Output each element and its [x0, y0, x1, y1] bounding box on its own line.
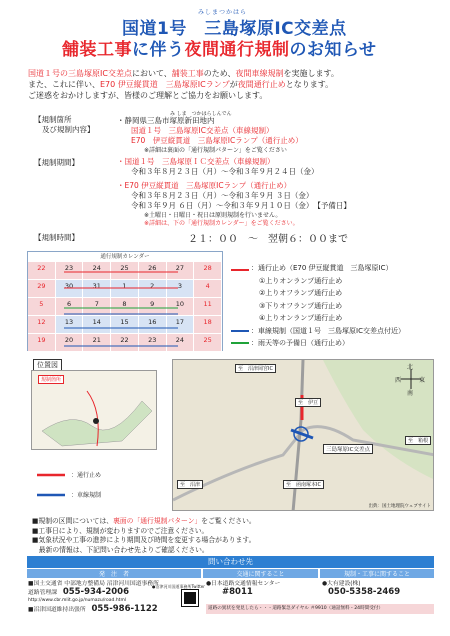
calendar-day: 20 — [56, 334, 84, 352]
calendar-day: 4 — [194, 280, 222, 298]
qr-code-icon — [182, 590, 198, 606]
subtitle-work: 舗装工事 — [62, 40, 132, 60]
location-label-1: 【規制箇所 — [34, 115, 72, 124]
calendar-day: 5 — [28, 298, 56, 316]
calendar-day: 18 — [194, 316, 222, 334]
restriction-calendar — [27, 251, 223, 351]
note-4: 最新の情報は、下記問い合わせ先よりご確認ください。 — [32, 545, 209, 554]
map-key-swatches — [35, 471, 71, 499]
location-item-1: 国道１号 三島塚原IC交差点（車線規制） — [131, 126, 274, 135]
legend-ramp-2: ②上りオフランプ通行止め — [259, 289, 343, 297]
contact-url: http://www.cbr.mlit.go.jp/numazu/road.html — [28, 598, 127, 603]
title-place: 三島塚原IC交差点 — [204, 19, 347, 39]
calendar-title: 通行規制カレンダー — [100, 254, 150, 260]
compass-east: 東 — [419, 377, 426, 384]
legend-ramp-4: ④上りオンランプ通行止め — [259, 314, 343, 322]
emergency-banner: 道路の異状を発見したら・・・道路緊急ダイヤル ＃9910（通話無料・24時間受付） — [206, 604, 434, 614]
location-item-2: E70 伊豆縦貫道 三島塚原ICランプ（通行止め） — [131, 136, 303, 145]
contact-phone-2: 055-986-1122 — [91, 604, 158, 614]
calendar-day: 2 — [139, 280, 167, 298]
calendar-day: 3 — [167, 280, 195, 298]
location-ruby: み しま つかはらしんでん — [170, 111, 232, 117]
calendar-overlay — [28, 262, 224, 352]
map-key-lane: ：車線規制 — [71, 492, 102, 499]
legend-lane: ：車線規制（国道１号 三島塚原IC交差点付近） — [251, 326, 405, 335]
footer-col3 — [322, 580, 400, 596]
footer-col1-head: 発 注 者 — [27, 569, 201, 578]
period-note-1: ※土曜日・日曜日・祝日は原則規制を行いません。 — [144, 212, 282, 219]
calendar-day: 23 — [139, 334, 167, 352]
map-tag-junction: 三島塚原IC交差点 — [323, 444, 373, 454]
contact-jartic-number: #8011 — [222, 587, 253, 597]
detail-map — [172, 359, 434, 511]
intro-line-3: ご迷惑をおかけしますが、皆様のご理解とご協力をお願いします。 — [28, 91, 268, 100]
intro-paragraph — [28, 68, 339, 101]
footer-col3-head: 規制・工事に関すること — [320, 569, 434, 578]
calendar-day: 8 — [111, 298, 139, 316]
period-a-title: ・国道１号 三島塚原ＩＣ交差点（車線規制） — [117, 157, 275, 166]
calendar-day: 15 — [111, 316, 139, 334]
location-label-2: 及び規制内容】 — [42, 125, 95, 134]
calendar-day: 10 — [167, 298, 195, 316]
note-3: ■気象状況や工事の進捗により期間及び時間を変更する場合があります。 — [32, 536, 256, 544]
legend-swatches — [229, 266, 251, 356]
compass-west: 西 — [395, 377, 402, 384]
intro-line-2: また、これに伴い、E70 伊豆縦貫道 三島塚原ICランプが夜間通行止めとなります。 — [28, 80, 334, 89]
calendar-day: 29 — [28, 280, 56, 298]
locator-title: 位置図 — [33, 359, 62, 371]
calendar-day: 12 — [28, 316, 56, 334]
note-2: ■工事日により、規制が変わりますのでご注意ください。 — [32, 526, 209, 535]
legend-ramp-1: ①上りオンランプ通行止め — [259, 276, 343, 285]
calendar-day: 11 — [194, 298, 222, 316]
period-a-dates: 令和３年８月２３日（月）～令和３年９月２４日（金） — [131, 167, 319, 176]
map-tag-izu: 至 伊豆 — [295, 398, 321, 407]
period-b-dates-1: 令和３年８月２３日（月）～令和３年９月 ３日（金） — [131, 191, 314, 200]
period-note-2: ※詳細は、下の「通行規制カレンダー」をご覧ください。 — [144, 220, 299, 227]
period-b-title: ・E70 伊豆縦貫道 三島塚原ICランプ（通行止め） — [117, 181, 292, 190]
calendar-day: 25 — [111, 262, 139, 280]
calendar-day: 21 — [83, 334, 111, 352]
calendar-day: 24 — [83, 262, 111, 280]
calendar-day: 25 — [194, 334, 222, 352]
notes — [32, 517, 256, 555]
calendar-day: 27 — [167, 262, 195, 280]
map-tag-kannami: 至 函南塚本IC — [283, 480, 324, 489]
contact-ministry: ■国土交通省 中部地方整備局 沼津河川国道事務所 — [28, 581, 159, 587]
footer-twitter: ●沼津河川国道事務所Twitter — [152, 584, 205, 589]
calendar-day: 13 — [56, 316, 84, 334]
calendar-day: 9 — [139, 298, 167, 316]
subtitle-end: のお知らせ — [289, 40, 377, 60]
compass — [395, 362, 427, 396]
page-subtitle — [62, 35, 377, 60]
contact-jartic: ●日本道路交通情報センター — [206, 581, 281, 587]
title-ruby: みしまつかはら — [198, 9, 248, 16]
calendar-day: 7 — [83, 298, 111, 316]
calendar-day: 30 — [56, 280, 84, 298]
location-place: ・静岡県三島市塚原新田地内 — [117, 116, 215, 125]
calendar-day: 22 — [28, 262, 56, 280]
compass-cross-icon — [401, 369, 421, 389]
time-label: 【規制時間】 — [34, 233, 79, 242]
calendar-day: 1 — [111, 280, 139, 298]
calendar-day: 6 — [56, 298, 84, 316]
time-value: ２１：００ ～ 翌朝６：００まで — [188, 234, 348, 245]
calendar-day: 23 — [56, 262, 84, 280]
map-source: 出典：国土地理院ウェブサイト — [368, 504, 431, 509]
map-tag-numazu-ic: 至 沼津岡宮IC — [235, 364, 276, 373]
subtitle-restriction: 夜間通行規制 — [184, 40, 290, 60]
footer-col2-head: 交通に関すること — [203, 569, 318, 578]
intro-line-1: 国道１号の三島塚原IC交差点において、舗装工事のため、夜間車線規制を実施します。 — [28, 69, 339, 78]
calendar-day: 24 — [167, 334, 195, 352]
location-note: ※詳細は裏面の「通行規制パターン」をご覧ください — [144, 147, 287, 154]
note-1: ■規制の区間については、裏面の「通行規制パターン」をご覧ください。 — [32, 517, 256, 525]
footer-col2 — [206, 580, 280, 596]
contact-contractor: ●大有建設(株) — [322, 581, 361, 587]
calendar-day: 26 — [139, 262, 167, 280]
calendar-day: 19 — [28, 334, 56, 352]
legend-ramp-3: ③下りオフランプ通行止め — [259, 301, 343, 310]
title-route: 国道1号 — [122, 19, 205, 39]
calendar-day: 17 — [167, 316, 195, 334]
locator-map — [31, 370, 157, 450]
contact-contractor-phone: 050-5358-2469 — [328, 587, 401, 597]
locator-label: 規制箇所 — [38, 375, 64, 384]
compass-north: 北 — [407, 364, 414, 371]
map-tag-numazu: 至 沼津 — [177, 480, 203, 489]
footer-bar: 問い合わせ先 — [27, 556, 434, 568]
contact-phone-1: 055-934-2006 — [62, 587, 130, 597]
calendar-day: 14 — [83, 316, 111, 334]
locator-panel — [27, 359, 159, 509]
map-key-stop: ：通行止め — [71, 472, 102, 479]
subtitle-mid: に伴う — [132, 40, 185, 60]
legend-stop: ：通行止め（E70 伊豆縦貫道 三島塚原IC） — [251, 264, 393, 272]
contact-office: ■沼津国道維持出張所 — [28, 607, 86, 613]
map-tag-hakone: 至 箱根 — [405, 436, 431, 445]
period-b-dates-2: 令和３年９月 ６日（月）～令和３年９月１０日（金） 【予備日】 — [131, 201, 351, 210]
compass-south: 南 — [407, 390, 414, 397]
calendar-day: 28 — [194, 262, 222, 280]
legend-text — [251, 262, 405, 350]
legend-reserve: ：雨天等の予備日（通行止め） — [251, 339, 349, 347]
calendar-day: 31 — [83, 280, 111, 298]
calendar-day: 22 — [111, 334, 139, 352]
calendar-day: 16 — [139, 316, 167, 334]
contact-dept: 道路管理課 — [28, 590, 57, 596]
period-label: 【規制期間】 — [34, 158, 79, 167]
